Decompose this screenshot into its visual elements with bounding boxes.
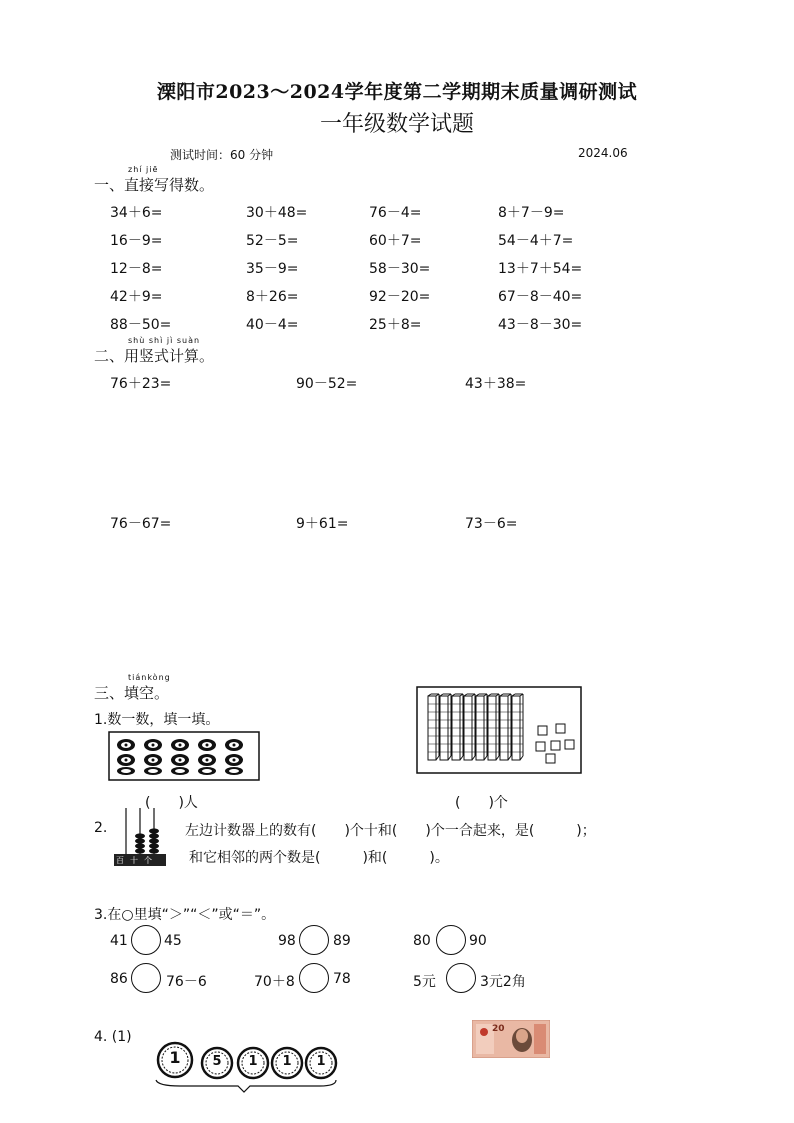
compare-right: 76－6 xyxy=(166,974,207,990)
compare-circle[interactable] xyxy=(436,925,466,955)
equation: 67－8－40= xyxy=(498,289,583,305)
equation: 16－9= xyxy=(110,233,163,249)
compare-left: 41 xyxy=(110,933,128,949)
pinyin-zhijie: zhí jiē xyxy=(128,165,159,174)
abacus-place-labels: 百十个 xyxy=(116,856,158,865)
vertical-calc: 76＋23= xyxy=(110,376,172,392)
equation: 8＋26= xyxy=(246,289,299,305)
equation: 76－4= xyxy=(369,205,422,221)
compare-left: 70＋8 xyxy=(254,974,295,990)
equation: 30＋48= xyxy=(246,205,308,221)
equation: 43－8－30= xyxy=(498,317,583,333)
exam-date: 2024.06 xyxy=(578,146,628,160)
pinyin-tiankong: tiánkòng xyxy=(128,673,171,682)
compare-right: 89 xyxy=(333,933,351,949)
equation: 34＋6= xyxy=(110,205,163,221)
banknote-value: 20 xyxy=(492,1024,505,1034)
q3-label: 3.在○里填“＞”“＜”或“＝”。 xyxy=(94,907,276,923)
equation: 52－5= xyxy=(246,233,299,249)
q2-line1: 左边计数器上的数有( )个十和( )个一合起来，是( )； xyxy=(185,823,596,839)
equation: 13＋7＋54= xyxy=(498,261,583,277)
test-time: 测试时间：60 分钟 xyxy=(170,148,274,162)
compare-left: 98 xyxy=(278,933,296,949)
compare-right: 45 xyxy=(164,933,182,949)
equation: 12－8= xyxy=(110,261,163,277)
equation: 40－4= xyxy=(246,317,299,333)
compare-left: 80 xyxy=(413,933,431,949)
vertical-calc: 43＋38= xyxy=(465,376,527,392)
compare-circle[interactable] xyxy=(131,925,161,955)
compare-right: 90 xyxy=(469,933,487,949)
equation: 35－9= xyxy=(246,261,299,277)
q2-line2: 和它相邻的两个数是( )和( )。 xyxy=(189,850,449,866)
compare-left: 86 xyxy=(110,971,128,987)
q1-cubes-answer: ( )个 xyxy=(455,795,508,811)
coin-value: 5 xyxy=(212,1054,222,1069)
section1-heading: 一、直接写得数。 xyxy=(94,176,215,194)
compare-circle[interactable] xyxy=(299,925,329,955)
q2-number: 2. xyxy=(94,820,108,836)
equation: 58－30= xyxy=(369,261,431,277)
compare-circle[interactable] xyxy=(299,963,329,993)
q1-people-answer: ( )人 xyxy=(145,795,198,811)
pinyin-shushijisuan: shù shì jì suàn xyxy=(128,336,201,345)
equation: 92－20= xyxy=(369,289,431,305)
compare-right: 78 xyxy=(333,971,351,987)
banknote-image xyxy=(472,1020,550,1058)
q1-label: 1.数一数，填一填。 xyxy=(94,712,220,728)
equation: 54－4＋7= xyxy=(498,233,574,249)
section2-heading: 二、用竖式计算。 xyxy=(94,347,215,365)
people-count-image xyxy=(108,731,260,781)
equation: 88－50= xyxy=(110,317,172,333)
exam-subtitle: 一年级数学试题 xyxy=(319,112,474,137)
compare-circle[interactable] xyxy=(446,963,476,993)
vertical-calc: 73－6= xyxy=(465,516,518,532)
vertical-calc: 9＋61= xyxy=(296,516,349,532)
equation: 60＋7= xyxy=(369,233,422,249)
compare-left: 5元 xyxy=(413,974,436,990)
vertical-calc: 76－67= xyxy=(110,516,172,532)
compare-circle[interactable] xyxy=(131,963,161,993)
coin-value: 1 xyxy=(169,1048,181,1067)
coin-value: 1 xyxy=(316,1054,326,1069)
compare-right: 3元2角 xyxy=(480,974,526,990)
cube-count-image xyxy=(416,686,582,774)
equation: 42＋9= xyxy=(110,289,163,305)
exam-title: 溧阳市2023～2024学年度第二学期期末质量调研测试 xyxy=(156,81,638,103)
coin-value: 1 xyxy=(248,1054,258,1069)
vertical-calc: 90－52= xyxy=(296,376,358,392)
coin-value: 1 xyxy=(282,1054,292,1069)
equation: 25＋8= xyxy=(369,317,422,333)
section3-heading: 三、填空。 xyxy=(94,684,170,702)
q4-label: 4. (1) xyxy=(94,1029,132,1045)
equation: 8＋7－9= xyxy=(498,205,565,221)
